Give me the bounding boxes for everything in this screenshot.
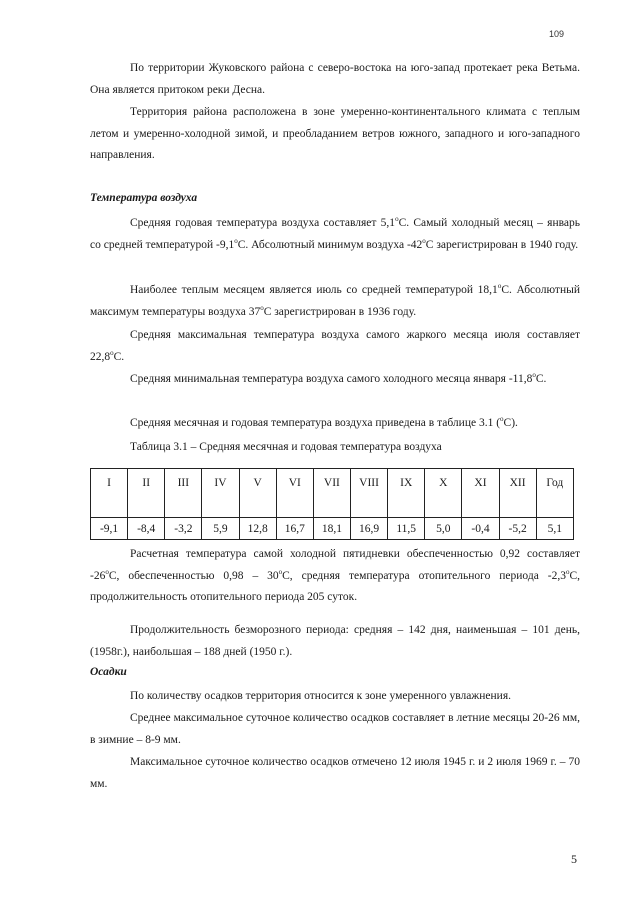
table-value-cell: 5,9: [202, 518, 239, 540]
precipitation-paragraph-1: По количеству осадков территория относится к зоне умеренного увлажнения.: [130, 690, 511, 702]
table-header-cell: XI: [462, 469, 499, 518]
table-value-cell: 16,9: [350, 518, 387, 540]
temperature-table: [90, 468, 574, 540]
table-header-cell: XII: [499, 469, 536, 518]
temperature-paragraph-3: Средняя максимальная температура воздуха самого жаркого месяца июля составляет 22,8$^o$С.: [90, 329, 580, 363]
table-header-cell: II: [128, 469, 165, 518]
table-header-cell: V: [239, 469, 276, 518]
temperature-paragraph-4: Средняя минимальная температура воздуха самого холодного месяца января -11,8$^o$С.: [130, 371, 547, 385]
table-header-cell: IV: [202, 469, 239, 518]
table-value-cell: 16,7: [276, 518, 313, 540]
table-caption: Таблица 3.1 – Средняя месячная и годовая температура воздуха: [130, 441, 442, 453]
temperature-paragraph-2: Наиболее теплым месяцем является июль со средней температурой 18,1$^o$С. Абсолютный максимум температуры воздуха 37$^o$С зарегистрирован в 1936 году.: [90, 282, 580, 318]
intro-paragraph-2: Территория района расположена в зоне умеренно-континентального климата с теплым летом и умеренно-холодной зимой, и преобладанием ветров южного, западного и юго-западного направления.: [90, 106, 580, 161]
table-header-cell-year: Год: [536, 469, 573, 518]
page-number-bottom: 5: [571, 852, 577, 866]
precipitation-heading: Осадки: [90, 666, 127, 678]
table-header-cell: I: [91, 469, 128, 518]
table-value-cell-year: 5,1: [536, 518, 573, 540]
table-value-cell: -8,4: [128, 518, 165, 540]
table-header-cell: III: [165, 469, 202, 518]
temperature-paragraph-5: Средняя месячная и годовая температура воздуха приведена в таблице 3.1 ($^o$С).: [130, 415, 518, 429]
table-value-cell: -0,4: [462, 518, 499, 540]
temperature-heading: Температура воздуха: [90, 192, 198, 204]
page-number-top: 109: [549, 29, 565, 39]
table-header-cell: VI: [276, 469, 313, 518]
intro-paragraph-1: По территории Жуковского района с северо-востока на юго-запад протекает река Ветьма. Она является притоком реки Десна.: [90, 62, 580, 96]
precipitation-paragraph-3: Максимальное суточное количество осадков отмечено 12 июля 1945 г. и 2 июля 1969 г. – 70 мм.: [90, 756, 580, 790]
table-value-cell: -9,1: [91, 518, 128, 540]
table-header-cell: VIII: [350, 469, 387, 518]
precipitation-paragraph-2: Среднее максимальное суточное количество осадков составляет в летние месяцы 20-26 мм, в зимние – 8-9 мм.: [90, 712, 580, 746]
table-header-row: [91, 469, 574, 518]
calc-paragraph-2: Продолжительность безморозного периода: средняя – 142 дня, наименьшая – 101 день, (1958г.), наибольшая – 188 дней (1950 г.).: [90, 624, 580, 658]
table-value-cell: 18,1: [313, 518, 350, 540]
table-value-cell: -3,2: [165, 518, 202, 540]
table-header-cell: X: [425, 469, 462, 518]
table-value-cell: 12,8: [239, 518, 276, 540]
table-header-cell: IX: [388, 469, 425, 518]
table-values-row: [91, 518, 574, 540]
calc-paragraph-1: Расчетная температура самой холодной пятидневки обеспеченностью 0,92 составляет -26$^o$С, обеспеченностью 0,98 – 30$^o$С, средняя температура отопительного периода -2,3$^o$С, продолжительность отопительного периода 205 суток.: [90, 548, 580, 603]
table-value-cell: 5,0: [425, 518, 462, 540]
table-value-cell: -5,2: [499, 518, 536, 540]
table-header-cell: VII: [313, 469, 350, 518]
table-value-cell: 11,5: [388, 518, 425, 540]
temperature-paragraph-1: Средняя годовая температура воздуха составляет 5,1$^o$С. Самый холодный месяц – январь со средней температурой -9,1$^o$С. Абсолютный минимум воздуха -42$^o$С зарегистрирован в 1940 году.: [90, 215, 580, 251]
